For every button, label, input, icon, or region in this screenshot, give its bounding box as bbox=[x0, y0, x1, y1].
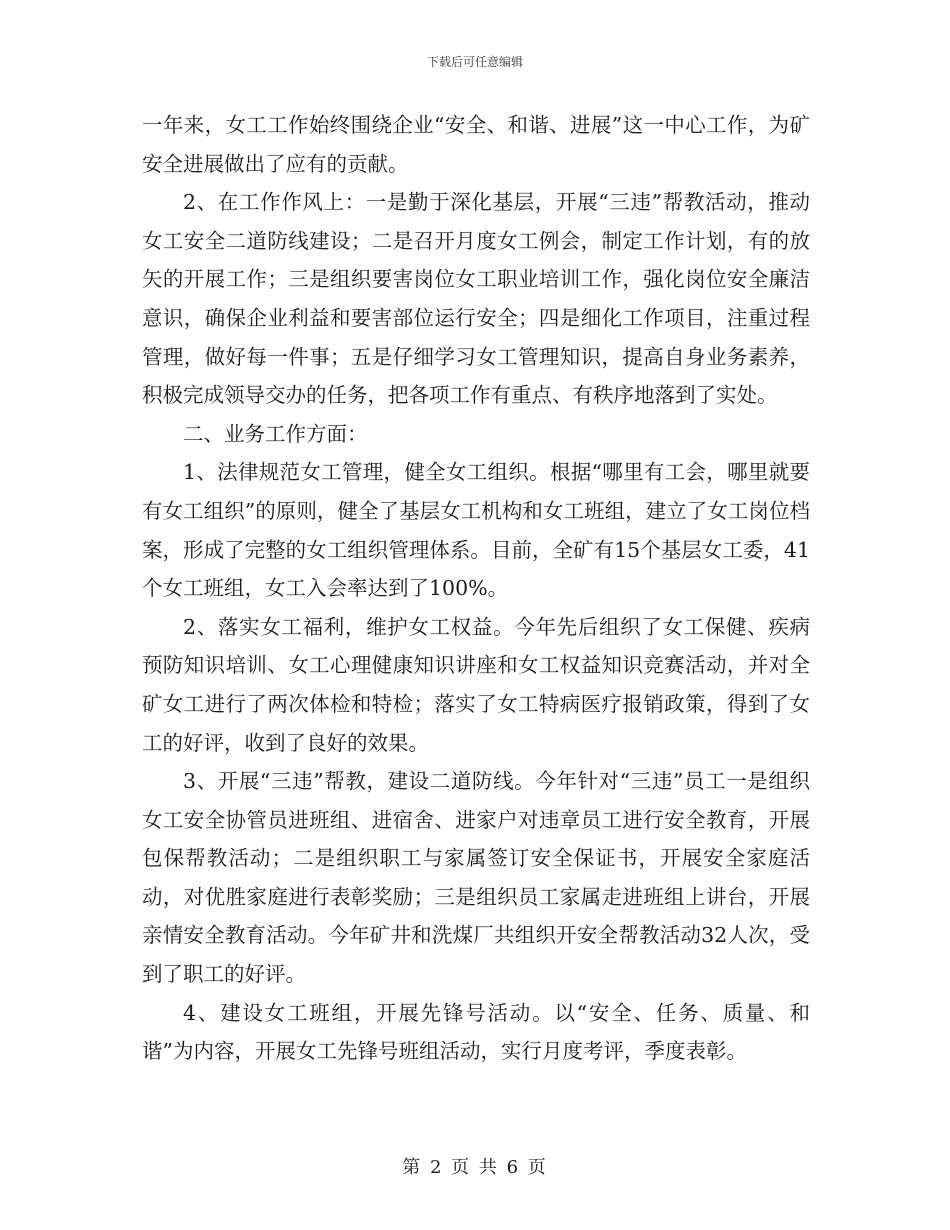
paragraph-6: 4、建设女工班组，开展先锋号活动。以“安全、任务、质量、和谐”为内容，开展女工先锋号班组活动，实行月度考评，季度表彰。 bbox=[142, 1000, 810, 1064]
paragraph-2: 2、在工作作风上：一是勤于深化基层，开展“三违”帮教活动，推动女工安全二道防线建设；二是召开月度女工例会，制定工作计划，有的放矢的开展工作；三是组织要害岗位女工职业培训工作，强化岗位安全廉洁意识，确保企业利益和要害部位运行安全；四是细化工作项目，注重过程管理，做好每一件事；五是仔细学习女工管理知识，提高自身业务素养，积极完成领导交办的任务，把各项工作有重点、有秩序地落到了实处。 bbox=[142, 190, 810, 408]
document-body bbox=[142, 106, 810, 1071]
section-heading: 二、业务工作方面： bbox=[183, 421, 368, 446]
paragraph-4: 2、落实女工福利，维护女工权益。今年先后组织了女工保健、疾病预防知识培训、女工心理健康知识讲座和女工权益知识竞赛活动，并对全矿女工进行了两次体检和特检；落实了女工特病医疗报销政策，得到了女工的好评，收到了良好的效果。 bbox=[142, 614, 810, 755]
paragraph-3: 1、法律规范女工管理，健全女工组织。根据“哪里有工会，哪里就要有女工组织”的原则，健全了基层女工机构和女工班组，建立了女工岗位档案，形成了完整的女工组织管理体系。目前，全矿有15个基层女工委，41个女工班组，女工入会率达到了100%。 bbox=[142, 460, 810, 601]
page-footer: 第 2 页 共 6 页 bbox=[402, 1157, 548, 1178]
page-header: 下载后可任意编辑 bbox=[426, 55, 523, 69]
paragraph-1: 一年来，女工工作始终围绕企业“安全、和谐、进展”这一中心工作，为矿安全进展做出了应有的贡献。 bbox=[142, 113, 810, 176]
paragraph-5: 3、开展“三违”帮教，建设二道防线。今年针对“三违”员工一是组织女工安全协管员进班组、进宿舍、进家户对违章员工进行安全教育，开展包保帮教活动；二是组织职工与家属签订安全保证书，开展安全家庭活动，对优胜家庭进行表彰奖励；三是组织员工家属走进班组上讲台，开展亲情安全教育活动。今年矿井和洗煤厂共组织开安全帮教活动32人次，受到了职工的好评。 bbox=[142, 769, 810, 987]
